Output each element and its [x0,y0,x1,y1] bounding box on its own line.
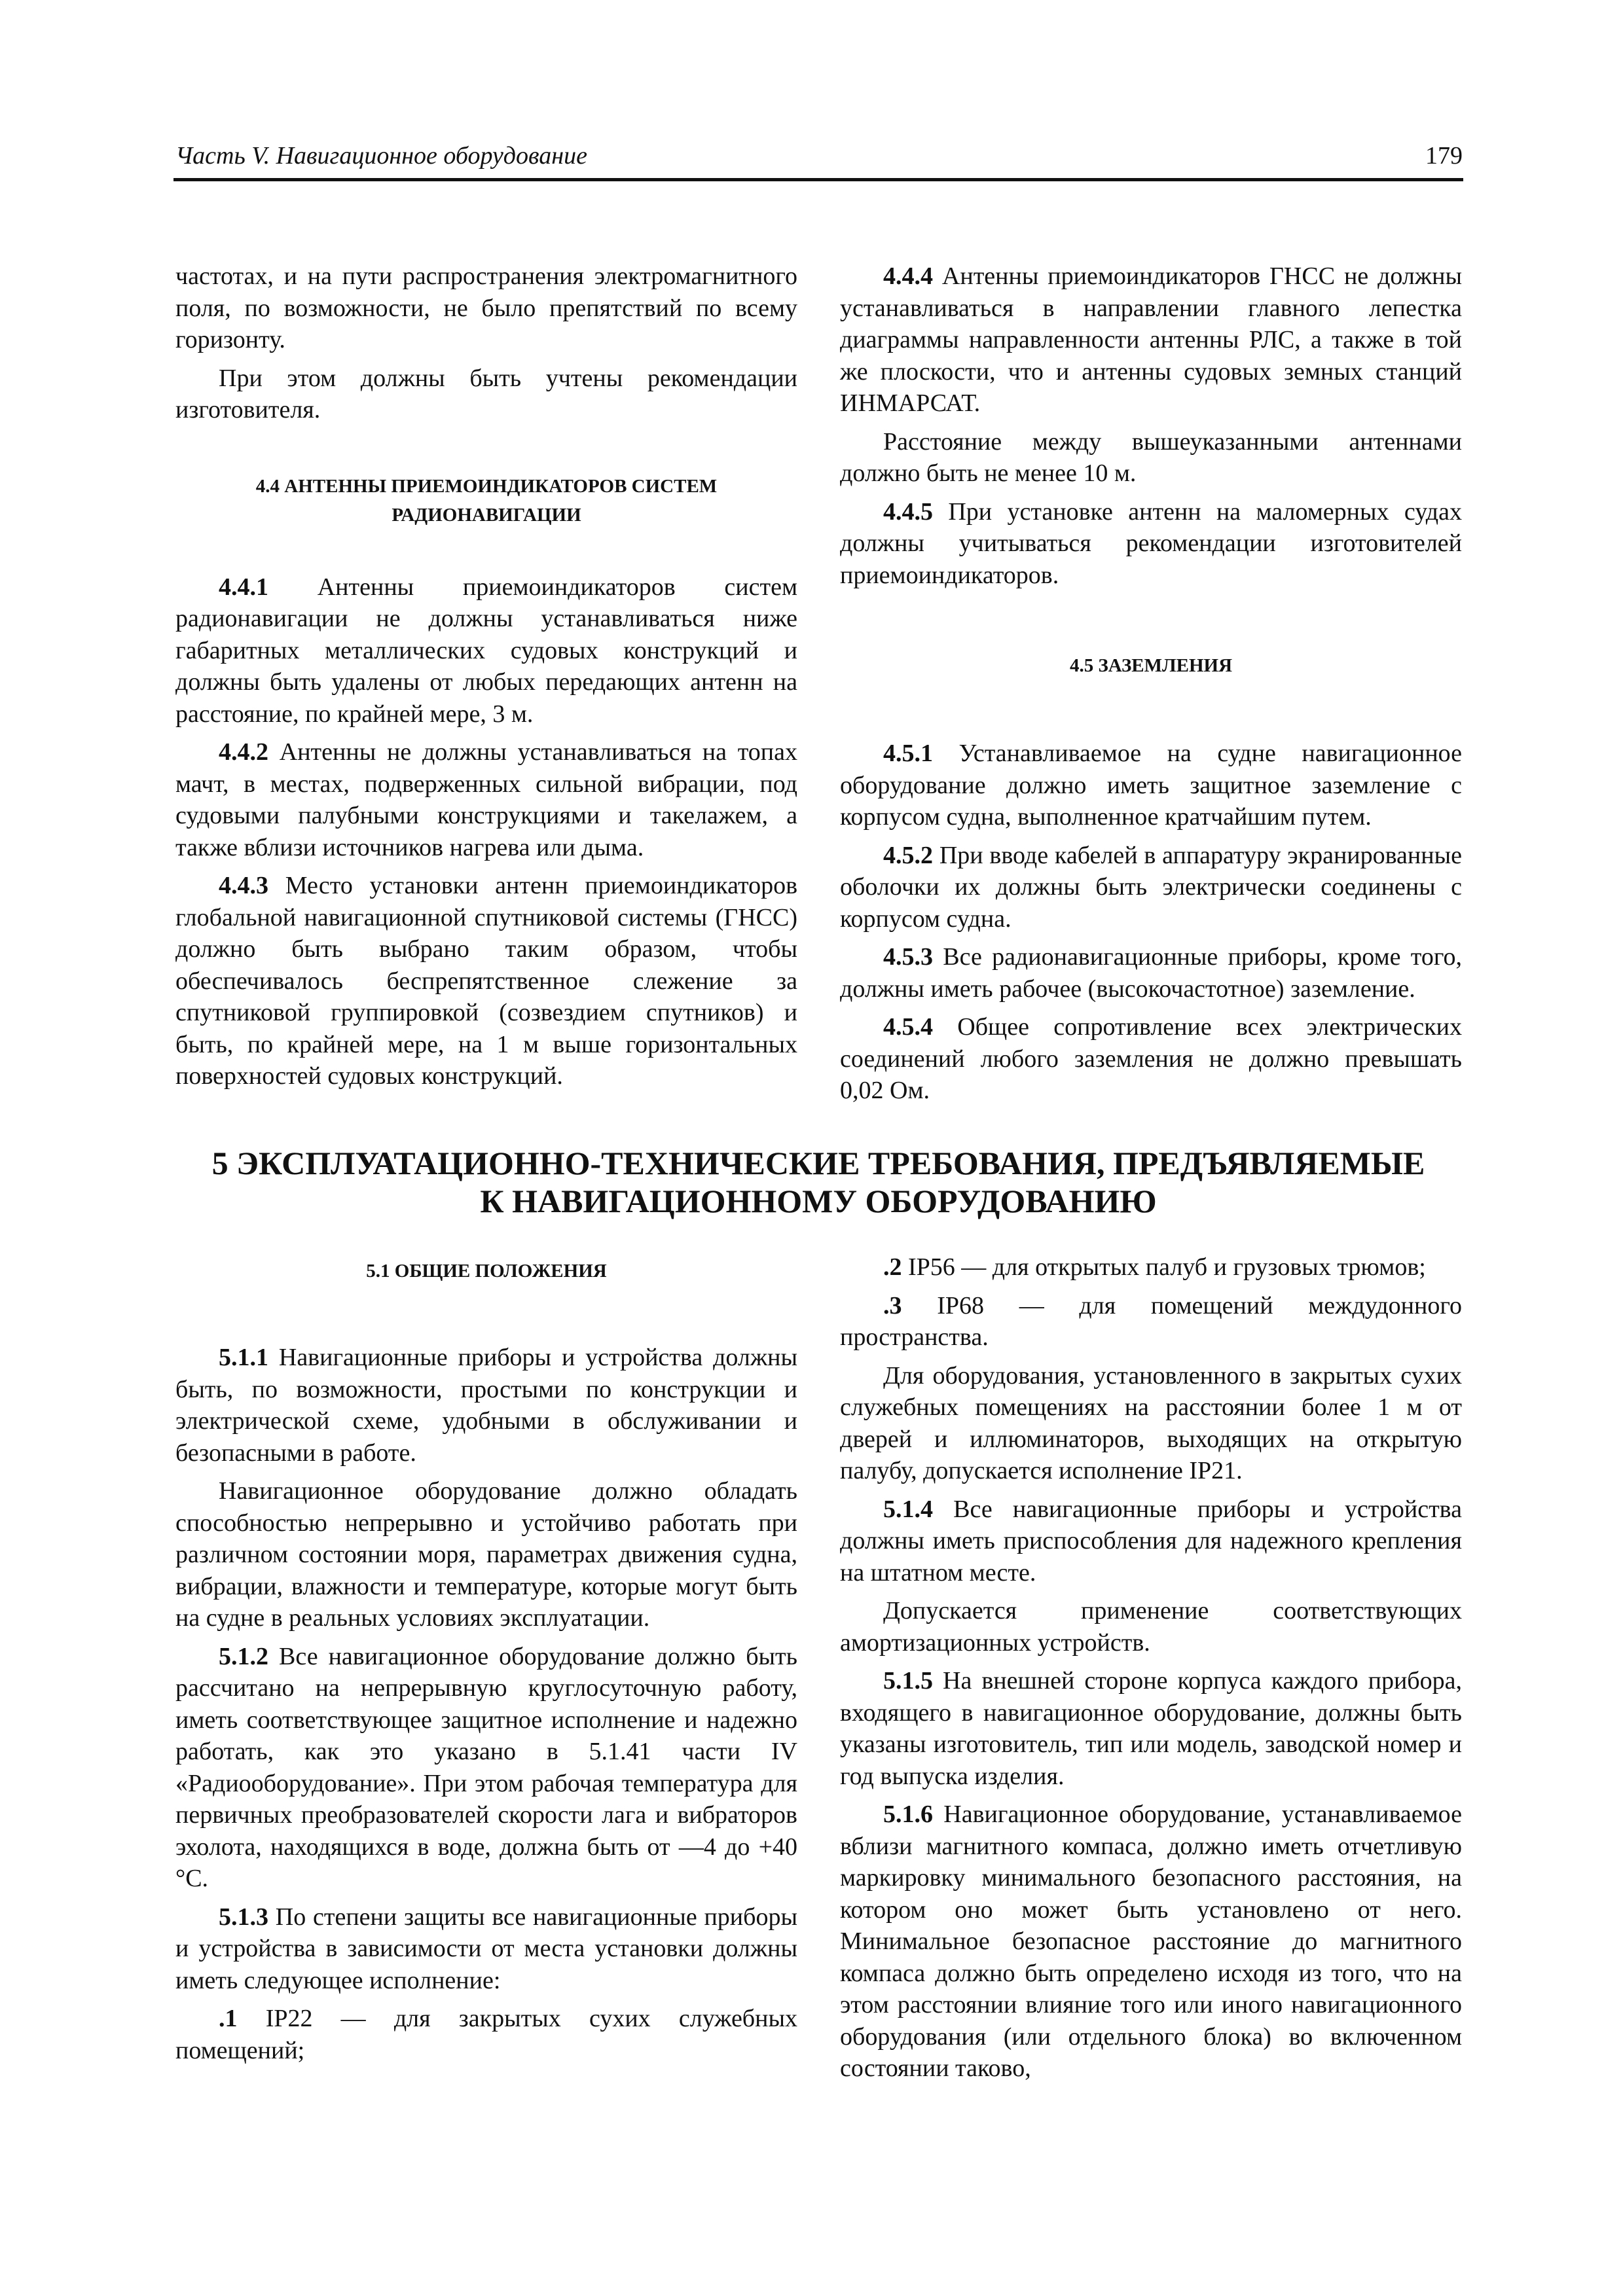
clause-text: Общее сопротивление всех электрических соединений любого заземления не должно превышать 0,02 Ом. [840,1013,1463,1104]
clause-text: Устанавливаемое на судне навигационное оборудование должно иметь защитное заземление с корпусом судна, выполненное кратчайшим путем. [840,740,1463,831]
clause-number: 4.5.1 [883,740,933,767]
page-number: 179 [1425,142,1463,170]
clause-4-4-5 [840,496,1462,592]
clause-text: Антенны приемоиндикаторов систем радионавигации не должны устанавливаться ниже габаритных металлических судовых конструкций и должны быть удалены от любых передающих антенн на расстояние, по крайней мере, 3 м. [175,573,797,728]
clause-5-1-6 [840,1799,1462,2085]
clause-5-1-3 [175,1901,797,1997]
clause-text: По степени защиты все навигационные приборы и устройства в зависимости от места установки должны иметь следующее исполнение: [175,1903,797,1994]
running-header-title: Часть V. Навигационное оборудование [175,142,587,170]
clause-text: При вводе кабелей в аппаратуру экранированные оболочки их должны быть электрически соединены с корпусом судна. [840,841,1462,933]
header-rule [173,178,1463,181]
subsection-heading-4-5: 4.5 ЗАЗЕМЛЕНИЯ [1069,655,1233,676]
clause-4-4-2 [175,736,797,863]
list-text: IP56 — для открытых палуб и грузовых трюмов; [908,1253,1426,1281]
list-number: .2 [883,1253,902,1281]
clause-number: 5.1.3 [219,1903,268,1931]
clause-number: 4.5.2 [883,841,933,869]
clause-text: Все навигационное оборудование должно быть рассчитано на непрерывную круглосуточную работу, иметь соответствующее защитное исполнение и надежно работать, как это указано в 5.1.41 части IV «Радиооборудование». При этом рабочая температура для первичных преобразователей скорости лага и вибраторов эхолота, находящихся в воде, должна быть от —4 до +40 °С. [175,1642,797,1892]
clause-number: 5.1.6 [883,1801,933,1828]
clause-number: 4.5.4 [883,1013,933,1041]
clause-text: Место установки антенн приемоиндикаторов глобальной навигационной спутниковой системы (ГНСС) должно быть выбрано таким образом, чтобы обеспечивалось беспрепятственное слежение за спутниковой группировкой (созвездием спутников) и быть, по крайней мере, на 1 м выше горизонтальных поверхностей судовых конструкций. [175,872,798,1090]
clause-4-4-4 [840,260,1462,420]
list-text: IP68 — для помещений междудонного пространства. [840,1291,1462,1351]
list-number: .1 [219,2005,238,2032]
paragraph: При этом должны быть учтены рекомендации изготовителя. [175,364,797,423]
clause-text: Все радионавигационные приборы, кроме того, должны иметь рабочее (высокочастотное) заземление. [840,943,1463,1003]
section-5-heading [173,1144,1463,1220]
clause-text: Антенны не должны устанавливаться на топах мачт, в местах, подверженных сильной вибрации, под судовыми палубными конструкциями и такелажем, а также вблизи источников нагрева или дыма. [175,738,798,861]
paragraph: Допускается применение соответствующих амортизационных устройств. [840,1597,1462,1657]
clause-4-5-2 [840,840,1462,935]
clause-4-5-3 [840,941,1462,1005]
clause-number: 4.5.3 [883,943,933,971]
clause-number: 4.4.2 [219,738,268,766]
subsection-heading-4-4: 4.4 АНТЕННЫ ПРИЕМОИНДИКАТОРОВ СИСТЕМ РАДИОНАВИГАЦИИ [255,475,718,526]
clause-number: 5.1.1 [219,1344,268,1371]
clause-4-5-1 [840,738,1462,833]
clause-text: Антенны приемоиндикаторов ГНСС не должны устанавливаться в направлении главного лепестка диаграммы направленности антенны РЛС, а также в той же плоскости, что и антенны судовых земных станций ИНМАРСАТ. [840,262,1463,417]
clause-text: На внешней стороне корпуса каждого прибора, входящего в навигационное оборудование, должны быть указаны изготовитель, тип или модель, заводской номер и год выпуска изделия. [840,1667,1463,1790]
left-column-top [175,260,797,1099]
clause-5-1-2 [175,1641,797,1895]
clause-number: 5.1.2 [219,1642,268,1670]
clause-number: 4.4.5 [883,497,933,526]
list-item-1 [175,2003,797,2066]
paragraph: Навигационное оборудование должно обладать способностью непрерывно и устойчиво работать при различном состоянии моря, параметрах движения судна, вибрации, влажности и температуре, которые могут быть на судне в реальных условиях эксплуатации. [175,1477,797,1632]
clause-number: 4.4.4 [883,262,933,290]
section-heading-line: К НАВИГАЦИОННОМУ ОБОРУДОВАНИЮ [480,1183,1157,1219]
list-text: IP22 — для закрытых сухих служебных помещений; [175,2005,798,2064]
section-heading-line: 5 ЭКСПЛУАТАЦИОННО-ТЕХНИЧЕСКИЕ ТРЕБОВАНИЯ, ПРЕДЪЯВЛЯЕМЫЕ [211,1145,1425,1181]
clause-text: Навигационное оборудование, устанавливаемое вблизи магнитного компаса, должно иметь отчетливую маркировку минимального безопасного расстояния, на котором оно может быть установлено от него. Минимальное безопасное расстояние до магнитного компаса должно быть определено исходя из того, что на этом расстоянии влияние того или иного навигационного оборудования (или отдельного блока) во включенном состоянии таково, [840,1801,1462,2082]
clause-5-1-5 [840,1665,1462,1792]
list-item-3 [840,1290,1462,1354]
subsection-heading-5-1: 5.1 ОБЩИЕ ПОЛОЖЕНИЯ [366,1261,607,1282]
left-column-bottom [175,1257,797,2073]
list-number: .3 [883,1291,902,1319]
clause-number: 5.1.4 [883,1495,933,1523]
right-column-top [840,260,1462,1113]
paragraph: Расстояние между вышеуказанными антеннами должно быть не менее 10 м. [840,427,1462,487]
clause-text: Все навигационные приборы и устройства должны иметь приспособления для надежного крепления на штатном месте. [840,1495,1462,1587]
clause-number: 4.4.3 [219,872,268,899]
clause-number: 5.1.5 [883,1667,933,1695]
clause-text: Навигационные приборы и устройства должны быть, по возможности, простыми по конструкции и электрической схеме, удобными в обслуживании и безопасными в работе. [175,1344,797,1467]
clause-text: При установке антенн на маломерных судах должны учитываться рекомендации изготовителей приемоиндикаторов. [840,497,1463,589]
clause-4-4-1 [175,571,797,730]
list-item-2 [840,1251,1462,1283]
clause-5-1-1 [175,1342,797,1469]
clause-number: 4.4.1 [219,573,268,601]
clause-4-5-4 [840,1011,1462,1107]
right-column-bottom [840,1251,1462,2091]
clause-4-4-3 [175,870,797,1092]
clause-5-1-4 [840,1494,1462,1589]
paragraph: Для оборудования, установленного в закрытых сухих служебных помещениях на расстоянии более 1 м от дверей и иллюминаторов, выходящих на открытую палубу, допускается исполнение IP21. [840,1361,1462,1484]
paragraph: частотах, и на пути распространения электромагнитного поля, по возможности, не было препятствий по всему горизонту. [175,262,797,353]
